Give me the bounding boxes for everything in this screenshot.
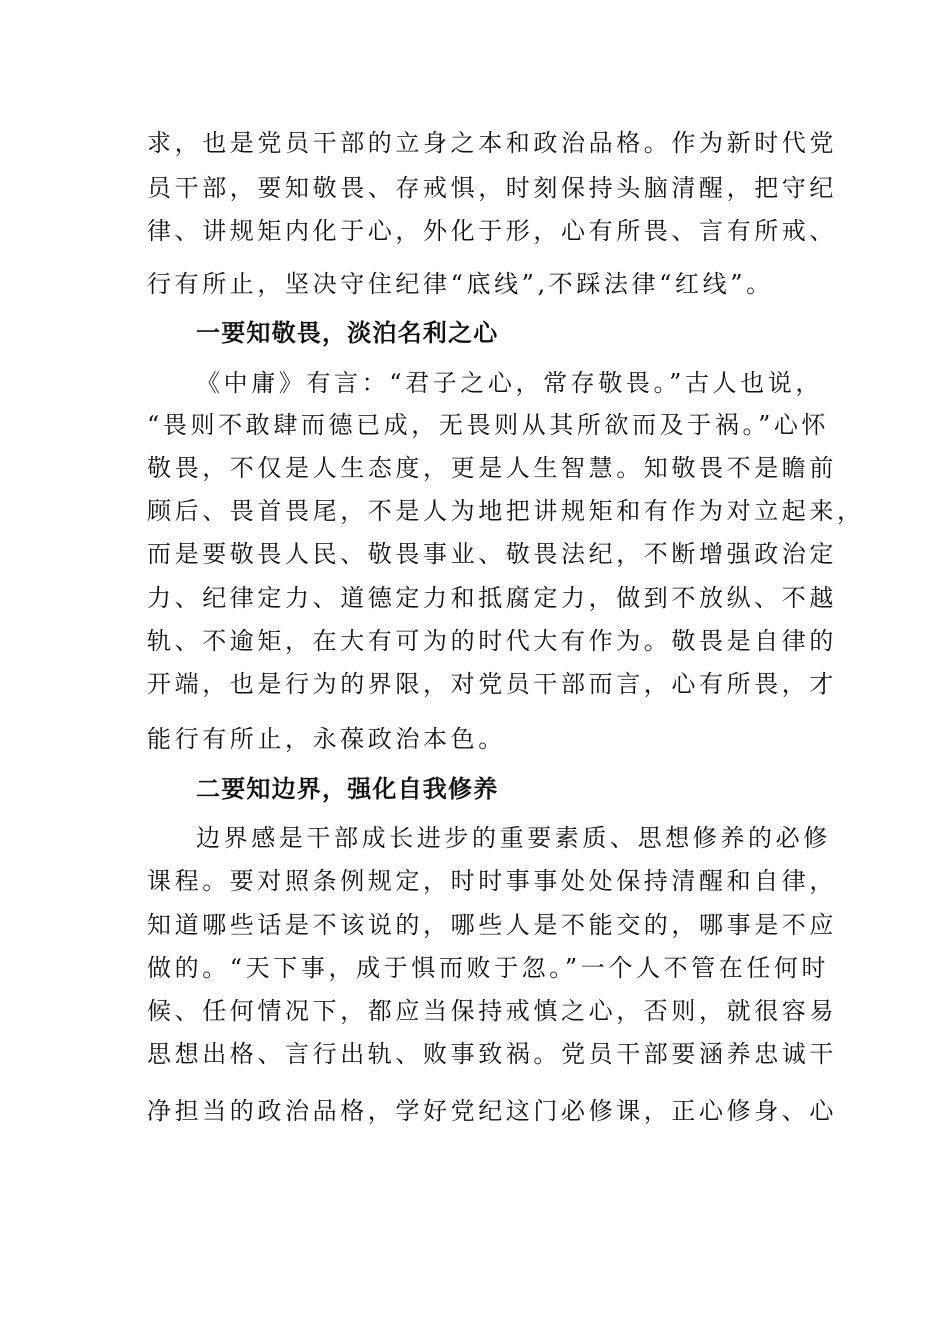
text-line: 行有所止，坚决守住纪律“底线”,不踩法律“红线”。 [147,270,774,298]
text-line: 轨、不逾矩，在大有可为的时代大有作为。敬畏是自律的 [147,627,837,655]
text-line: 课程。要对照条例规定，时时事事处处保持清醒和自律， [147,867,837,895]
text-line: 能行有所止，永葆政治本色。 [147,725,506,753]
text-line: “畏则不敢肆而德已成，无畏则从其所欲而及于祸。”心怀 [147,411,830,439]
text-line: 律、讲规矩内化于心，外化于形，心有所畏、言有所戒、 [147,217,837,245]
text-line: 《中庸》有言：“君子之心，常存敬畏。”古人也说， [196,369,823,397]
text-line: 开端，也是行为的界限，对党员干部而言，心有所畏，才 [147,670,837,698]
text-line: 敬畏，不仅是人生态度，更是人生智慧。知敬畏不是瞻前 [147,454,837,482]
text-line: 思想出格、言行出轨、败事致祸。党员干部要涵养忠诚干 [147,1040,837,1068]
section-heading: 一要知敬畏，淡泊名利之心 [196,318,499,347]
text-line: 求，也是党员干部的立身之本和政治品格。作为新时代党 [147,129,837,157]
text-line: 员干部，要知敬畏、存戒惧，时刻保持头脑清醒，把守纪 [147,174,837,202]
text-line: 做的。“天下事，成于惧而败于忽。”一个人不管在任何时 [147,954,830,982]
text-line: 顾后、畏首畏尾，不是人为地把讲规矩和有作为对立起来， [147,497,865,525]
section-heading: 二要知边界，强化自我修养 [196,774,499,803]
text-line: 边界感是干部成长进步的重要素质、思想修养的必修 [196,824,831,852]
text-line: 而是要敬畏人民、敬畏事业、敬畏法纪，不断增强政治定 [147,540,837,568]
text-line: 知道哪些话是不该说的，哪些人是不能交的，哪事是不应 [147,911,837,939]
text-line: 候、任何情况下，都应当保持戒慎之心，否则，就很容易 [147,997,837,1025]
text-line: 力、纪律定力、道德定力和抵腐定力，做到不放纵、不越 [147,584,837,612]
text-line: 净担当的政治品格，学好党纪这门必修课，正心修身、心 [147,1097,837,1125]
